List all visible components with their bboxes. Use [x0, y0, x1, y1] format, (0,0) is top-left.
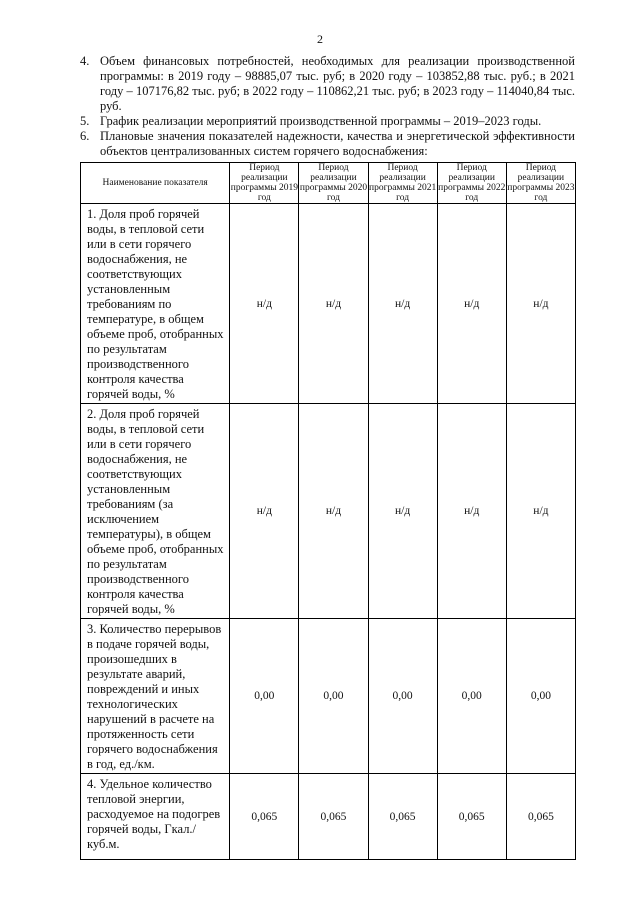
value-cell: н/д: [299, 204, 368, 404]
table-row: [81, 404, 576, 619]
list-item-text: Объем финансовых потребностей, необходимых для реализации производственной программы: в 2019 году – 98885,07 тыс. руб; в 2020 году – 103852,88 тыс. руб.; в 2021 году – 107176,82 тыс. руб; в 2022 году – 110862,21 тыс. руб; в 2023 году – 114040,84 тыс. руб.: [100, 54, 575, 113]
table-row: [81, 204, 576, 404]
value-cell: 0,065: [506, 774, 575, 860]
list-item-number: 4.: [80, 54, 90, 68]
value-cell: н/д: [230, 204, 299, 404]
list-item-number: 6.: [80, 129, 90, 143]
list-item: [80, 114, 575, 129]
list-item-number: 5.: [80, 114, 90, 128]
column-header-2019: Период реализации программы 2019 год: [230, 163, 298, 203]
indicator-name: 4. Удельное количество тепловой энергии, расходуемое на подогрев горячей воды, Гкал./ куб.м.: [81, 774, 230, 860]
value-cell: 0,065: [437, 774, 506, 860]
indicator-name: 3. Количество перерывов в подаче горячей воды, произошедших в результате аварий, повреждений и иных технологических нарушений в расчете на протяженность сети горячего водоснабжения в год, ед./км.: [81, 619, 230, 774]
value-cell: н/д: [437, 404, 506, 619]
value-cell: 0,00: [437, 619, 506, 774]
indicators-table: [80, 162, 576, 860]
list-item-text: График реализации мероприятий производственной программы – 2019–2023 годы.: [100, 114, 542, 128]
value-cell: н/д: [299, 404, 368, 619]
column-header-2022: Период реализации программы 2022 год: [438, 163, 506, 203]
column-header-2023: Период реализации программы 2023 год: [507, 163, 575, 203]
value-cell: н/д: [506, 404, 575, 619]
column-header-2021: Период реализации программы 2021 год: [368, 163, 437, 203]
list-item-text: Плановые значения показателей надежности, качества и энергетической эффективности объектов централизованных систем горячего водоснабжения:: [100, 129, 575, 158]
value-cell: 0,00: [368, 619, 437, 774]
value-cell: 0,00: [299, 619, 368, 774]
value-cell: 0,065: [368, 774, 437, 860]
value-cell: н/д: [230, 404, 299, 619]
indicator-name: 2. Доля проб горячей воды, в тепловой сети или в сети горячего водоснабжения, не соответствующих установленным требованиям (за исключением температуры), в общем объеме проб, отобранных по результатам производственного контроля качества горячей воды, %: [81, 404, 230, 619]
value-cell: н/д: [437, 204, 506, 404]
column-header-indicator: Наименование показателя: [81, 163, 230, 204]
indicator-name: 1. Доля проб горячей воды, в тепловой сети или в сети горячего водоснабжения, не соответствующих установленным требованиям по температуре, в общем объеме проб, отобранных по результатам производственного контроля качества горячей воды, %: [81, 204, 230, 404]
table-row: [81, 619, 576, 774]
value-cell: н/д: [506, 204, 575, 404]
numbered-list: [80, 54, 575, 159]
column-header-2020: Период реализации программы 2020 год: [299, 163, 368, 203]
value-cell: 0,065: [230, 774, 299, 860]
list-item: [80, 54, 575, 114]
page-number: 2: [317, 32, 323, 46]
table-header-row: [81, 163, 576, 204]
value-cell: н/д: [368, 204, 437, 404]
value-cell: 0,00: [230, 619, 299, 774]
table-row: [81, 774, 576, 860]
value-cell: 0,065: [299, 774, 368, 860]
list-item: [80, 129, 575, 159]
value-cell: н/д: [368, 404, 437, 619]
value-cell: 0,00: [506, 619, 575, 774]
